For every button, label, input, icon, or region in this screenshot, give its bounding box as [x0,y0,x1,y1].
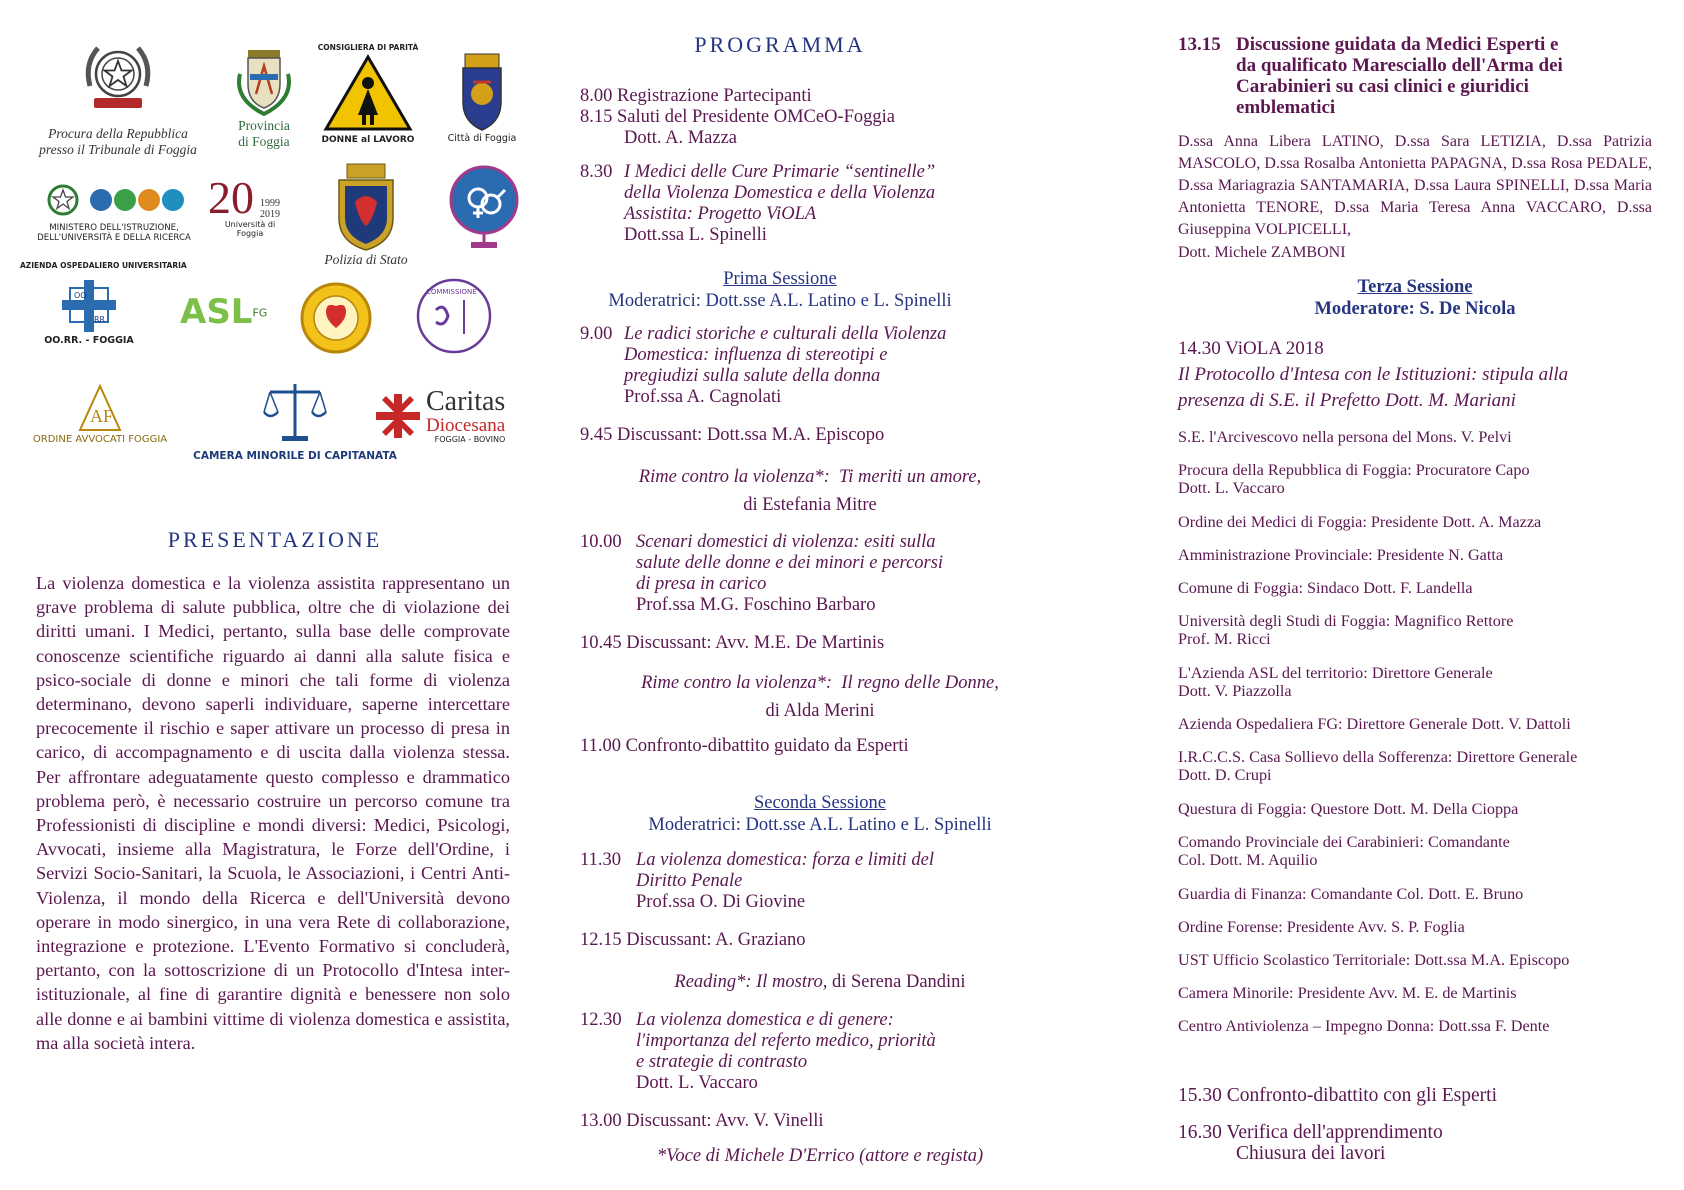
program-item-900-speaker: Prof.ssa A. Cagnolati [624,387,782,407]
program-item-900-title-3: pregiudizi sulla salute della donna [624,366,881,386]
italian-emblem-icon [80,34,156,120]
provincia-logo [224,44,304,150]
azienda-label: AZIENDA OSPEDALIERO UNIVERSITARIA [20,261,187,270]
session-1-title: Prima Sessione [723,269,837,289]
provincia-caption: Provincia di Foggia [238,118,290,150]
program-item-1130-title-1: La violenza domestica: forza e limiti del [636,850,935,870]
commissione-logo [414,276,494,361]
institution-item-detail: Dott. L. Vaccaro [1178,479,1285,497]
rime-2-title: Il regno delle Donne, [841,673,999,693]
presentazione-text: La violenza domestica e la violenza assistita rappresentano un grave problema di salute pubblica, oltre che di violazione dei diritti umani. I Medici, pertanto, sulla base delle comprovate conoscenze scientifiche riguardo ai danni alla salute fisica e psico-sociale di donne e minori che tali forme di violenza determinano, devono saperli individuare, saperne intercettare precocemente il rischio e saper attivare un processo di presa in carico, di accompagnamento e di uscita dalla violenza stessa. Per affrontare adeguatamente questo complesso e drammatico problema però, è necessario costruire un percorso comune tra Professionisti di discipline e mondi diversi: Medici, Psicologi, Avvocati, insieme alla Magistratura, le Forze dell'Ordine, i Servizi Socio-Sanitari, la Scuola, le Associazioni, i Centri Anti-Violenza, il mondo della Ricerca e dell'Università devono operare in modo sinergico, in una vera Rete di collaborazione, integrazione e protezione. L'Evento Formativo si concluderà, pertanto, con la sottoscrizione di un Protocollo d'Intesa inter-istituzionale, al fine di garantire dignità e benessere non solo alle donne e ai bambini vittime di violenza domestica e assistita, ma alla società intera. [36,573,510,1053]
program-item-830-speaker: Dott.ssa L. Spinelli [624,225,767,245]
institution-item: UST Ufficio Scolastico Territoriale: Dott.ssa M.A. Episcopo [1178,951,1570,969]
program-item-1000-time: 10.00 [580,532,622,552]
program-item-815: 8.15 Saluti del Presidente OMCeO-Foggia [580,107,895,127]
program-item-1215: 12.15 Discussant: A. Graziano [580,930,806,950]
asl-logo [180,292,267,332]
program-item-830-time: 8.30 [580,162,613,182]
consigliera-top-label: CONSIGLIERA DI PARITÀ [317,43,419,52]
session-2-moderators: Moderatrici: Dott.sse A.L. Latino e L. Spinelli [648,815,992,835]
city-crest-icon [455,52,509,134]
program-item-1045: 10.45 Discussant: Avv. M.E. De Martinis [580,633,885,653]
ordine-avvocati-caption: ORDINE AVVOCATI FOGGIA [32,434,168,445]
institution-item: Comune di Foggia: Sindaco Dott. F. Landella [1178,579,1473,597]
rime-2-author: di Alda Merini [765,701,875,721]
caritas-diocesana: Diocesana [426,415,506,436]
protocollo-line-2: presenza di S.E. il Prefetto Dott. M. Mariani [1178,390,1516,411]
caritas-place: FOGGIA - BOVINO [434,435,506,444]
program-item-1000-speaker: Prof.ssa M.G. Foschino Barbaro [636,595,876,615]
program-item-1630: 16.30 Verifica dell'apprendimento [1178,1122,1443,1143]
institution-item: Procura della Repubblica di Foggia: Procuratore Capo [1178,461,1530,479]
rime-2-label: Rime contro la violenza*: [641,673,833,693]
program-item-1315-title-4: emblematici [1236,97,1336,118]
reading-label: Reading*: [674,972,752,992]
program-item-1100: 11.00 Confronto-dibattito guidato da Esperti [580,736,909,756]
program-item-830-title-1: I Medici delle Cure Primarie “sentinelle” [624,162,936,182]
oorr-mark-icon [56,276,122,336]
polizia-crest-icon [333,162,399,252]
program-item-945: 9.45 Discussant: Dott.ssa M.A. Episcopo [580,425,885,445]
institution-item: Questura di Foggia: Questore Dott. M. Della Cioppa [1178,800,1519,818]
program-item-1230-title-2: l'importanza del referto medico, priorità [636,1031,936,1051]
institution-item: Centro Antiviolenza – Impegno Donna: Dott.ssa F. Dente [1178,1017,1550,1035]
program-item-1430: 14.30 ViOLA 2018 [1178,338,1324,359]
miur-emblem-icon [44,180,82,220]
polizia-caption: Polizia di Stato [324,252,408,267]
unifg-number: 20 [208,172,254,223]
program-item-1000-title-3: di presa in carico [636,574,767,594]
institution-item-detail: Dott. D. Crupi [1178,766,1272,784]
ordine-avvocati-mark-icon [76,384,124,434]
svg-text:RR: RR [94,315,106,324]
camera-minorile-logo [190,378,400,462]
program-item-1230-title-1: La violenza domestica e di genere: [636,1010,894,1030]
session-3-header [1178,276,1652,320]
session-1-moderators: Moderatrici: Dott.sse A.L. Latino e L. Spinelli [608,291,952,311]
program-item-1315-time: 13.15 [1178,34,1221,55]
institution-item: Università degli Studi di Foggia: Magnifico Rettore [1178,612,1514,630]
unifg-years: 1999 2019 [260,198,280,220]
session-2-header [580,792,1060,836]
session-3-title: Terza Sessione [1357,277,1473,297]
institution-item-detail: Dott. V. Piazzolla [1178,682,1292,700]
consigliera-logo [316,44,420,145]
rime-1-author: di Estefania Mitre [743,495,877,515]
program-item-1230-title-3: e strategie di contrasto [636,1052,808,1072]
unifg-caption: Università di Foggia [224,220,276,239]
program-item-900-time: 9.00 [580,324,613,344]
program-item-1000-title-2: salute delle donne e dei minori e percorsi [636,553,944,573]
globe-logo [446,160,522,256]
program-item-1000-title-1: Scenari domestici di violenza: esiti sulla [636,532,936,552]
polizia-logo [304,162,428,268]
caritas-name: Caritas [426,386,506,417]
program-item-1630-closing: Chiusura dei lavori [1236,1143,1386,1164]
protocollo-line-1: Il Protocollo d'Intesa con le Istituzioni: stipula alla [1178,364,1569,385]
program-item-1315-title-3: Carabinieri su casi clinici e giuridici [1236,76,1529,97]
programma-title: PROGRAMMA [694,32,866,57]
presentazione-title: PRESENTAZIONE [167,527,383,552]
institution-item: Comando Provinciale dei Carabinieri: Comandante [1178,833,1510,851]
scales-of-justice-icon [260,378,330,444]
asl-sup: FG [252,306,268,320]
program-item-800: 8.00 Registrazione Partecipanti [580,86,812,106]
miur-caption: MINISTERO DELL'ISTRUZIONE, DELL'UNIVERSITÀ E DELLA RICERCA [37,223,191,243]
procura-caption: Procura della Repubblica presso il Tribunale di Foggia [39,126,197,158]
institution-item: Amministrazione Provinciale: Presidente N. Gatta [1178,546,1504,564]
commissione-caption: COMMISSIONE [426,288,477,296]
unifg-logo [208,172,292,239]
program-item-830-title-2: della Violenza Domestica e della Violenza [624,183,936,203]
warning-woman-icon [322,53,414,135]
reading-title: Il mostro, [756,972,828,992]
caritas-cross-icon [374,392,422,440]
session-2-title: Seconda Sessione [753,793,887,813]
citta-logo [442,52,522,145]
miur-logo [30,180,198,244]
program-item-1230-speaker: Dott. L. Vaccaro [636,1073,758,1093]
institution-item: Guardia di Finanza: Comandante Col. Dott. E. Bruno [1178,885,1524,903]
institution-item: Camera Minorile: Presidente Avv. M. E. de Martinis [1178,984,1517,1002]
institution-item: I.R.C.C.S. Casa Sollievo della Sofferenza: Direttore Generale [1178,748,1578,766]
institution-item-detail: Col. Dott. M. Aquilio [1178,851,1318,869]
svg-text:AF: AF [90,406,114,426]
program-item-1130-title-2: Diritto Penale [636,871,743,891]
experts-names: D.ssa Anna Libera LATINO, D.ssa Sara LETIZIA, D.ssa Patrizia MASCOLO, D.ssa Rosalba Antonietta PAPAGNA, D.ssa Rosa PEDALE, D.ssa Mariagrazia SANTAMARIA, D.ssa Laura SPINELLI, D.ssa Maria Antonietta TENORE, D.ssa Maria Teresa Anna VACCARO, D.ssa Giuseppina VOLPICELLI, [1178,133,1652,238]
oorr-caption: OO.RR. - FOGGIA [44,335,134,346]
session-1-header [580,268,980,312]
program-item-1315-title-1: Discussione guidata da Medici Esperti e [1236,34,1559,55]
program-item-815-speaker: Dott. A. Mazza [624,128,738,148]
voce-note: *Voce di Michele D'Errico (attore e regista) [656,1146,984,1166]
provincia-crest-icon [232,44,296,118]
program-item-1315-title-2: da qualificato Maresciallo dell'Arma dei [1236,55,1563,76]
program-item-900-title-2: Domestica: influenza di stereotipi e [624,345,888,365]
rime-2 [580,673,1060,694]
institution-item: Ordine Forense: Presidente Avv. S. P. Foglia [1178,918,1465,936]
gender-globe-icon [447,160,521,256]
oorr-logo [44,276,134,347]
program-item-1130-time: 11.30 [580,850,621,870]
reading [580,972,1060,993]
svg-text:OO: OO [74,291,87,300]
miur-badges [90,189,184,211]
program-item-1530: 15.30 Confronto-dibattito con gli Esperti [1178,1085,1497,1106]
program-item-900-title-1: Le radici storiche e culturali della Violenza [624,324,947,344]
casa-sollievo-seal-icon [298,280,374,356]
citta-caption: Città di Foggia [447,133,517,144]
procura-logo [18,34,218,158]
institution-item: S.E. l'Arcivescovo nella persona del Mons. V. Pelvi [1178,428,1512,446]
rime-1-title: Ti meriti un amore, [839,467,982,487]
reading-author: di Serena Dandini [832,972,966,992]
institution-item: L'Azienda ASL del territorio: Direttore Generale [1178,664,1493,682]
ordine-avvocati-logo [20,384,180,446]
program-item-1130-speaker: Prof.ssa O. Di Giovine [636,892,806,912]
program-item-1230-time: 12.30 [580,1010,622,1030]
institution-item: Ordine dei Medici di Foggia: Presidente Dott. A. Mazza [1178,513,1542,531]
program-item-830-title-3: Assistita: Progetto ViOLA [624,204,817,224]
program-item-1300: 13.00 Discussant: Avv. V. Vinelli [580,1111,824,1131]
caritas-logo [374,388,505,444]
asl-mark: ASL [180,292,253,332]
institution-item-detail: Prof. M. Ricci [1178,630,1271,648]
casa-sollievo-logo [298,280,374,361]
experts-names-last: Dott. Michele ZAMBONI [1178,244,1346,261]
session-3-moderator: Moderatore: S. De Nicola [1314,299,1516,319]
consigliera-bottom-label: DONNE al LAVORO [321,134,415,145]
camera-minorile-caption: CAMERA MINORILE DI CAPITANATA [193,450,397,462]
institution-item: Azienda Ospedaliera FG: Direttore Generale Dott. V. Dattoli [1178,715,1571,733]
rime-1-label: Rime contro la violenza*: [638,467,830,487]
rime-1 [580,467,1040,488]
